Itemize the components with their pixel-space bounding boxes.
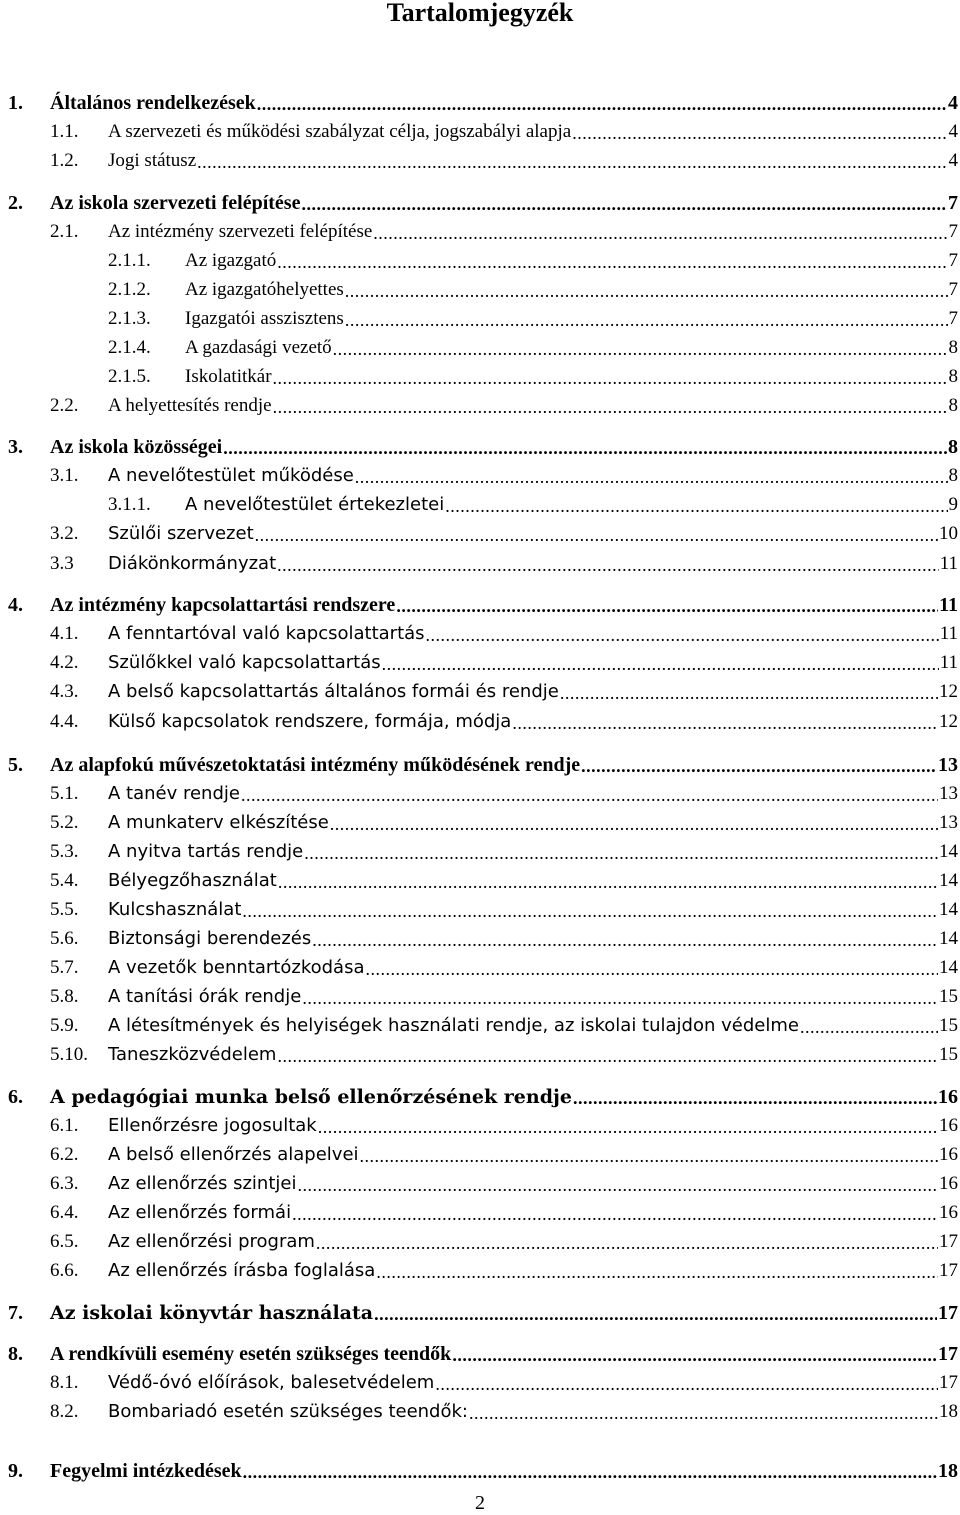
toc-dot-leader: [573, 1088, 937, 1108]
toc-entry-number: 6.1.: [50, 1115, 79, 1136]
toc-section-row[interactable]: [50, 779, 960, 807]
toc-entry-number: 2.1.5.: [108, 366, 151, 387]
toc-entry-number: 2.1.2.: [108, 279, 151, 300]
toc-page-number: 10: [939, 523, 958, 544]
toc-entry-number: 5.4.: [50, 870, 79, 891]
toc-entry-title: Bombariadó esetén szükséges teendők:: [108, 1401, 468, 1422]
toc-chapter-row[interactable]: [8, 1456, 960, 1484]
toc-entry-title: Szülőkkel való kapcsolattartás: [108, 652, 381, 673]
toc-dot-leader: [452, 1345, 937, 1365]
toc-dot-leader: [273, 397, 948, 417]
toc-page-number: 16: [938, 1086, 958, 1108]
toc-dot-leader: [469, 1403, 938, 1423]
toc-dot-leader: [257, 94, 947, 114]
toc-entry-title: A gazdasági vezető: [185, 337, 332, 358]
toc-dot-leader: [512, 713, 938, 733]
toc-section-row[interactable]: [50, 391, 960, 419]
toc-entry-title: Az ellenőrzés formái: [108, 1202, 292, 1223]
toc-section-row[interactable]: [50, 982, 960, 1010]
toc-dot-leader: [345, 310, 948, 330]
toc-entry-number: 2.: [8, 192, 23, 214]
toc-entry-number: 6.4.: [50, 1202, 79, 1223]
toc-entry-number: 8.: [8, 1343, 23, 1365]
toc-entry-number: 2.1.: [50, 221, 79, 242]
toc-entry-title: Biztonsági berendezés: [108, 928, 312, 949]
toc-page-number: 4: [948, 121, 958, 142]
toc-dot-leader: [277, 252, 947, 272]
toc-entry-title: Iskolatitkár: [185, 366, 272, 387]
toc-section-row[interactable]: [50, 1256, 960, 1284]
toc-entry-title: Szülői szervezet: [108, 523, 254, 544]
toc-section-row[interactable]: [50, 1198, 960, 1226]
page-title: Tartalomjegyzék: [386, 0, 574, 27]
toc-section-row[interactable]: [50, 808, 960, 836]
toc-entry-number: 8.2.: [50, 1401, 79, 1422]
toc-entry-title: Az igazgatóhelyettes: [185, 279, 344, 300]
toc-page-number: 17: [938, 1302, 958, 1324]
toc-section-row[interactable]: [50, 519, 960, 547]
toc-entry-number: 6.2.: [50, 1144, 79, 1165]
toc-page-number: 13: [939, 783, 958, 804]
toc-dot-leader: [572, 123, 947, 143]
toc-entry-number: 4.4.: [50, 711, 79, 732]
toc-entry-number: 1.1.: [50, 121, 79, 142]
toc-entry-number: 5.: [8, 754, 23, 776]
toc-section-row[interactable]: [108, 304, 960, 332]
toc-section-row[interactable]: [108, 275, 960, 303]
toc-section-row[interactable]: [50, 707, 960, 735]
toc-entry-number: 5.6.: [50, 928, 79, 949]
toc-entry-number: 2.2.: [50, 395, 79, 416]
toc-entry-title: Általános rendelkezések: [50, 92, 256, 114]
toc-dot-leader: [255, 525, 938, 545]
toc-page-number: 12: [939, 681, 958, 702]
toc-dot-leader: [273, 368, 948, 388]
toc-entry-title: A szervezeti és működési szabályzat célja, jogszabályi alapja: [108, 121, 572, 142]
toc-page-number: 11: [939, 553, 958, 574]
toc-entry-number: 5.5.: [50, 899, 79, 920]
toc-page-number: 8: [948, 465, 958, 486]
toc-entry-title: Fegyelmi intézkedések: [50, 1460, 242, 1482]
toc-dot-leader: [374, 1304, 937, 1324]
toc-entry-title: Az alapfokú művészetoktatási intézmény működésének rendje: [50, 754, 581, 776]
toc-page-number: 17: [939, 1372, 958, 1393]
toc-entry-title: Az ellenőrzés szintjei: [108, 1173, 297, 1194]
toc-entry-title: Az ellenőrzési program: [108, 1231, 315, 1252]
toc-section-row[interactable]: [108, 490, 960, 518]
toc-dot-leader: [277, 555, 939, 575]
toc-dot-leader: [345, 281, 948, 301]
toc-entry-title: Taneszközvédelem: [108, 1044, 277, 1065]
toc-entry-title: Védő-óvó előírások, balesetvédelem: [108, 1372, 435, 1393]
toc-dot-leader: [223, 438, 947, 458]
toc-page-number: 4: [948, 92, 958, 114]
toc-entry-title: A helyettesítés rendje: [108, 395, 272, 416]
toc-dot-leader: [360, 1146, 938, 1166]
toc-entry-number: 5.7.: [50, 957, 79, 978]
toc-dot-leader: [302, 988, 938, 1008]
toc-chapter-row[interactable]: [8, 1339, 960, 1367]
toc-page-number: 14: [939, 928, 958, 949]
toc-section-row[interactable]: [50, 1040, 960, 1068]
toc-entry-title: A nevelőtestület működése: [108, 465, 354, 486]
toc-dot-leader: [330, 814, 938, 834]
toc-dot-leader: [304, 843, 938, 863]
toc-entry-title: Bélyegzőhasználat: [108, 870, 277, 891]
toc-chapter-row[interactable]: [8, 590, 960, 618]
toc-dot-leader: [373, 223, 947, 243]
toc-section-row[interactable]: [108, 362, 960, 390]
toc-dot-leader: [316, 1233, 938, 1253]
toc-section-row[interactable]: [50, 1140, 960, 1168]
toc-entry-number: 5.2.: [50, 812, 79, 833]
toc-section-row[interactable]: [50, 146, 960, 174]
toc-dot-leader: [318, 1117, 938, 1137]
toc-entry-number: 5.8.: [50, 986, 79, 1007]
toc-page-number: 16: [939, 1115, 958, 1136]
toc-page-number: 18: [938, 1460, 958, 1482]
toc-page-number: 14: [939, 841, 958, 862]
toc-page-number: 8: [948, 436, 958, 458]
toc-entry-title: A belső kapcsolattartás általános formái és rendje: [108, 681, 559, 702]
toc-entry-number: 3.1.: [50, 465, 79, 486]
toc-page-number: 7: [948, 192, 958, 214]
toc-section-row[interactable]: [50, 461, 960, 489]
toc-entry-title: A létesítmények és helyiségek használati rendje, az iskolai tulajdon védelme: [108, 1015, 799, 1036]
toc-section-row[interactable]: [50, 953, 960, 981]
toc-page-number: 11: [939, 652, 958, 673]
toc-section-row[interactable]: [50, 1169, 960, 1197]
toc-entry-number: 2.1.4.: [108, 337, 151, 358]
toc-entry-title: Diákönkormányzat: [108, 553, 277, 574]
toc-entry-number: 1.: [8, 92, 23, 114]
toc-page-number: 15: [939, 1015, 958, 1036]
toc-entry-title: Az iskolai könyvtár használata: [50, 1302, 374, 1324]
toc-dot-leader: [365, 959, 938, 979]
toc-entry-number: 4.: [8, 594, 23, 616]
toc-entry-title: A nyitva tartás rendje: [108, 841, 304, 862]
toc-entry-title: A rendkívüli esemény esetén szükséges teendők: [50, 1343, 452, 1365]
toc-entry-number: 6.: [8, 1086, 23, 1108]
toc-section-row[interactable]: [50, 837, 960, 865]
toc-page-number: 17: [939, 1260, 958, 1281]
toc-page-number: 7: [948, 250, 958, 271]
toc-section-row[interactable]: [50, 1397, 960, 1425]
toc-page-number: 7: [948, 308, 958, 329]
toc-entry-number: 6.3.: [50, 1173, 79, 1194]
toc-entry-title: A tanítási órák rendje: [108, 986, 302, 1007]
toc-entry-title: Külső kapcsolatok rendszere, formája, módja: [108, 711, 512, 732]
toc-page-number: 7: [948, 221, 958, 242]
toc-section-row[interactable]: [50, 549, 960, 577]
toc-page-number: 11: [939, 594, 958, 616]
toc-entry-number: 5.9.: [50, 1015, 79, 1036]
toc-dot-leader: [376, 1262, 938, 1282]
toc-entry-number: 3.3: [50, 553, 74, 574]
toc-entry-number: 3.2.: [50, 523, 79, 544]
toc-page-number: 17: [938, 1343, 958, 1365]
toc-entry-number: 3.: [8, 436, 23, 458]
toc-dot-leader: [426, 625, 939, 645]
toc-entry-number: 2.1.1.: [108, 250, 151, 271]
toc-entry-number: 5.3.: [50, 841, 79, 862]
toc-entry-title: A belső ellenőrzés alapelvei: [108, 1144, 359, 1165]
toc-entry-title: Igazgatói asszisztens: [185, 308, 344, 329]
toc-dot-leader: [197, 152, 947, 172]
toc-section-row[interactable]: [50, 1111, 960, 1139]
toc-section-row[interactable]: [50, 619, 960, 647]
toc-section-row[interactable]: [108, 246, 960, 274]
toc-section-row[interactable]: [50, 677, 960, 705]
toc-dot-leader: [560, 683, 938, 703]
toc-dot-leader: [277, 1046, 938, 1066]
toc-dot-leader: [800, 1017, 938, 1037]
toc-entry-title: Az intézmény szervezeti felépítése: [108, 221, 373, 242]
toc-entry-number: 3.1.1.: [108, 494, 151, 515]
toc-dot-leader: [355, 467, 948, 487]
toc-chapter-row[interactable]: [8, 432, 960, 460]
toc-entry-number: 2.1.3.: [108, 308, 151, 329]
toc-entry-title: Az intézmény kapcsolattartási rendszere: [50, 594, 396, 616]
page-number: 2: [475, 1492, 485, 1514]
toc-page-number: 14: [939, 870, 958, 891]
toc-entry-number: 4.3.: [50, 681, 79, 702]
toc-entry-title: A munkaterv elkészítése: [108, 812, 329, 833]
toc-dot-leader: [435, 1374, 938, 1394]
toc-page-number: 7: [948, 279, 958, 300]
toc-page-number: 8: [948, 366, 958, 387]
toc-page-number: 16: [939, 1173, 958, 1194]
toc-chapter-row[interactable]: [8, 88, 960, 116]
toc-dot-leader: [445, 496, 947, 516]
toc-page-number: 14: [939, 899, 958, 920]
toc-entry-title: Jogi státusz: [108, 150, 197, 171]
toc-entry-number: 4.1.: [50, 623, 79, 644]
toc-section-row[interactable]: [50, 1227, 960, 1255]
toc-page-number: 13: [939, 812, 958, 833]
toc-dot-leader: [396, 596, 938, 616]
toc-section-row[interactable]: [50, 866, 960, 894]
toc-chapter-row[interactable]: [8, 750, 960, 778]
toc-section-row[interactable]: [50, 1011, 960, 1039]
toc-entry-number: 4.2.: [50, 652, 79, 673]
toc-page-number: 4: [948, 150, 958, 171]
toc-page-number: 11: [939, 623, 958, 644]
toc-section-row[interactable]: [50, 217, 960, 245]
toc-dot-leader: [242, 901, 938, 921]
toc-section-row[interactable]: [50, 1368, 960, 1396]
toc-entry-number: 1.2.: [50, 150, 79, 171]
toc-page-number: 14: [939, 957, 958, 978]
toc-section-row[interactable]: [50, 924, 960, 952]
toc-page-number: 8: [948, 395, 958, 416]
toc-dot-leader: [292, 1204, 938, 1224]
toc-page-number: 8: [948, 337, 958, 358]
toc-entry-title: A fenntartóval való kapcsolattartás: [108, 623, 425, 644]
toc-page-number: 17: [939, 1231, 958, 1252]
toc-dot-leader: [581, 756, 937, 776]
toc-page-number: 15: [939, 1044, 958, 1065]
toc-dot-leader: [243, 1462, 937, 1482]
toc-entry-title: Kulcshasználat: [108, 899, 242, 920]
toc-entry-number: 5.10.: [50, 1044, 88, 1065]
toc-entry-title: Az ellenőrzés írásba foglalása: [108, 1260, 376, 1281]
toc-entry-title: Ellenőrzésre jogosultak: [108, 1115, 317, 1136]
toc-chapter-row[interactable]: [8, 188, 960, 216]
toc-dot-leader: [382, 654, 939, 674]
toc-page-number: 13: [938, 754, 958, 776]
toc-entry-title: A tanév rendje: [108, 783, 240, 804]
toc-entry-title: A nevelőtestület értekezletei: [185, 494, 445, 515]
toc-entry-number: 7.: [8, 1302, 23, 1324]
toc-dot-leader: [312, 930, 938, 950]
toc-section-row[interactable]: [50, 117, 960, 145]
toc-dot-leader: [278, 872, 938, 892]
toc-page-number: 12: [939, 711, 958, 732]
toc-page-number: 15: [939, 986, 958, 1007]
toc-chapter-row[interactable]: [8, 1082, 960, 1110]
toc-entry-title: A vezetők benntartózkodása: [108, 957, 365, 978]
toc-entry-title: A pedagógiai munka belső ellenőrzésének rendje: [50, 1086, 572, 1108]
toc-entry-number: 9.: [8, 1460, 23, 1482]
toc-section-row[interactable]: [108, 333, 960, 361]
toc-entry-number: 6.6.: [50, 1260, 79, 1281]
toc-page-number: 9: [948, 494, 958, 515]
toc-entry-title: Az iskola közösségei: [50, 436, 223, 458]
toc-page-number: 18: [939, 1401, 958, 1422]
toc-entry-number: 5.1.: [50, 783, 79, 804]
toc-dot-leader: [241, 785, 938, 805]
toc-section-row[interactable]: [50, 895, 960, 923]
toc-entry-number: 6.5.: [50, 1231, 79, 1252]
toc-dot-leader: [297, 1175, 938, 1195]
toc-page-number: 16: [939, 1202, 958, 1223]
toc-entry-number: 8.1.: [50, 1372, 79, 1393]
toc-entry-title: Az iskola szervezeti felépítése: [50, 192, 301, 214]
toc-dot-leader: [333, 339, 948, 359]
toc-page-number: 16: [939, 1144, 958, 1165]
toc-entry-title: Az igazgató: [185, 250, 277, 271]
toc-chapter-row[interactable]: [8, 1298, 960, 1326]
toc-section-row[interactable]: [50, 648, 960, 676]
toc-dot-leader: [301, 194, 947, 214]
